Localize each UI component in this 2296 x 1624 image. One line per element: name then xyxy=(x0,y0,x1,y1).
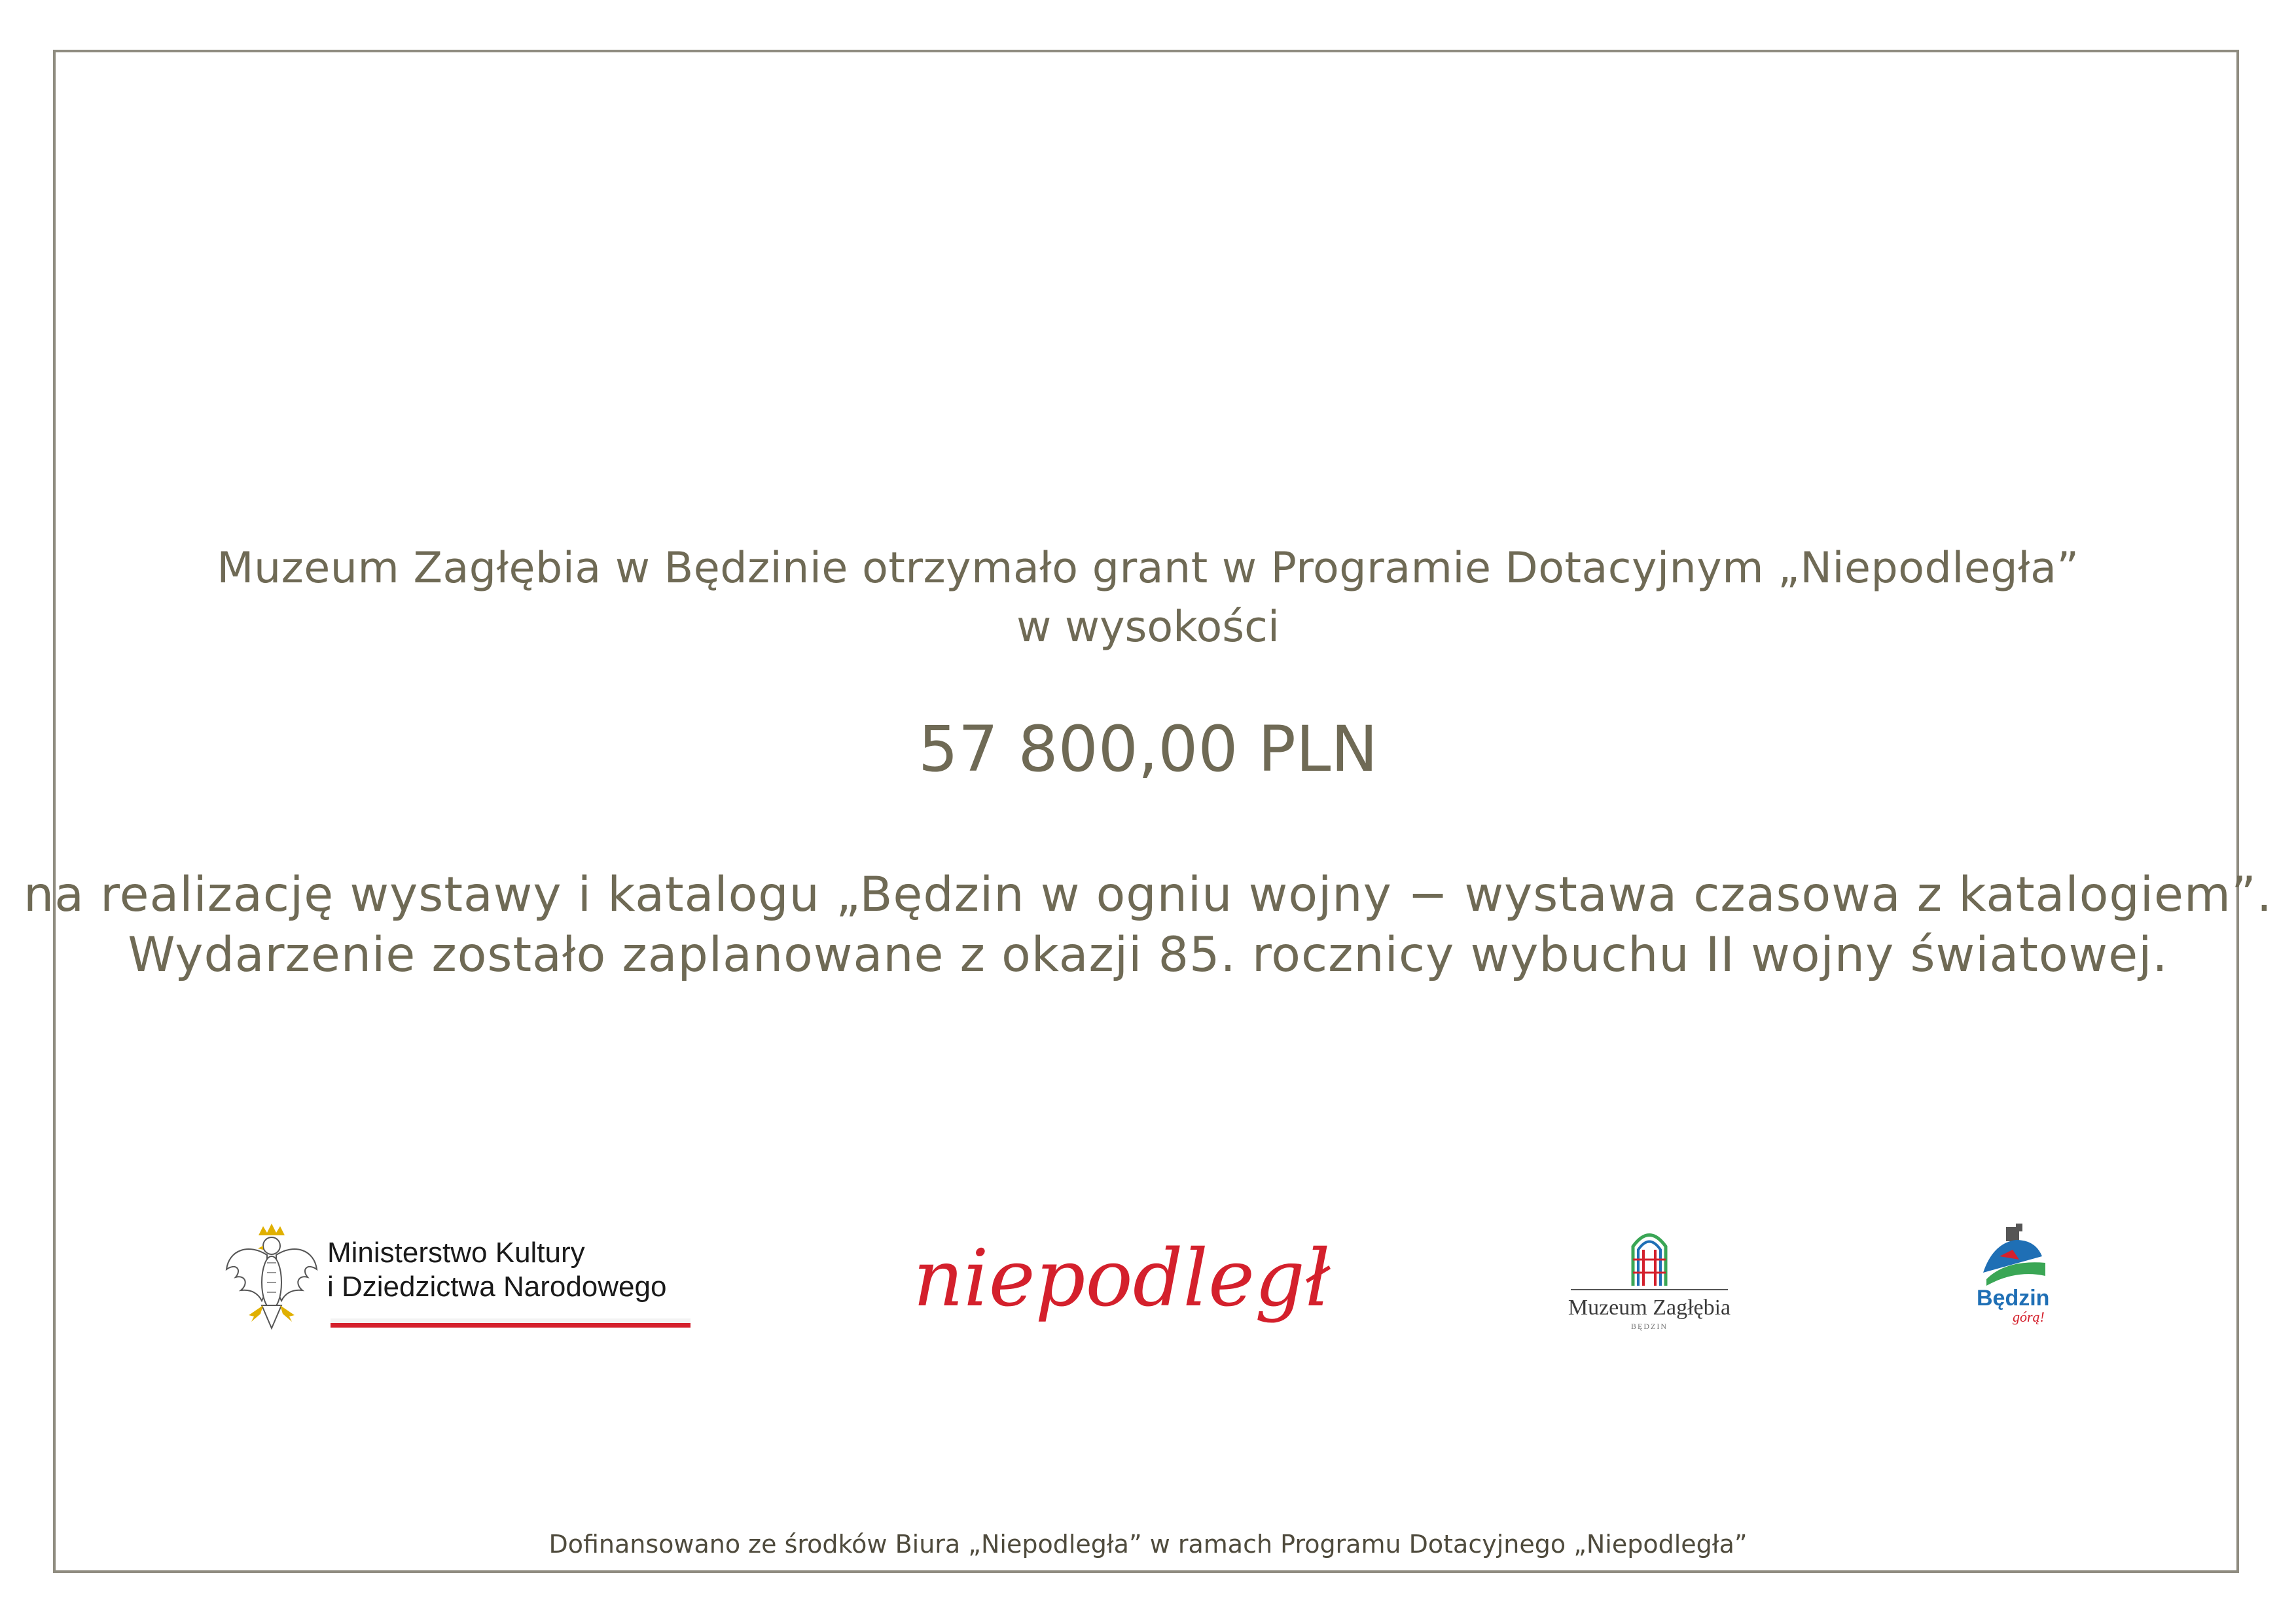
intro-line-2: w wysokości xyxy=(1016,603,1280,652)
niepodlegla-logo xyxy=(906,1207,1332,1351)
museum-subtitle: BĘDZIN xyxy=(1631,1322,1668,1331)
intro-line-1: Muzeum Zagłębia w Będzinie otrzymało grant w Programie Dotacyjnym „Niepodległa” xyxy=(217,544,2079,593)
city-name: Będzin xyxy=(1977,1286,2050,1311)
bedzin-castle-icon xyxy=(1980,1224,2052,1289)
museum-logo xyxy=(1551,1224,1748,1341)
niepodlegla-logo-text: niepodległa xyxy=(913,1233,1332,1324)
ministry-name-line-1: Ministerstwo Kultury xyxy=(327,1237,585,1269)
museum-window-icon xyxy=(1626,1224,1672,1289)
museum-name: Muzeum Zagłębia xyxy=(1568,1296,1731,1320)
description-line-1: na realizację wystawy i katalogu „Będzin w ogniu wojny − wystawa czasowa z katalogiem”. xyxy=(23,867,2273,923)
description-line-2: Wydarzenie zostało zaplanowane z okazji 85. rocznicy wybuchu II wojny światowej. xyxy=(128,927,2168,983)
city-tagline: górą! xyxy=(2013,1309,2045,1325)
ministry-logo xyxy=(223,1224,707,1335)
grant-amount: 57 800,00 PLN xyxy=(918,713,1378,786)
ministry-name-line-2: i Dziedzictwa Narodowego xyxy=(327,1271,667,1303)
funding-footer: Dofinansowano ze środków Biura „Niepodległa” w ramach Programu Dotacyjnego „Niepodległa” xyxy=(548,1530,1748,1559)
polish-eagle-icon xyxy=(223,1224,321,1335)
bedzin-logo xyxy=(1970,1224,2062,1328)
flag-bar xyxy=(331,1318,691,1328)
